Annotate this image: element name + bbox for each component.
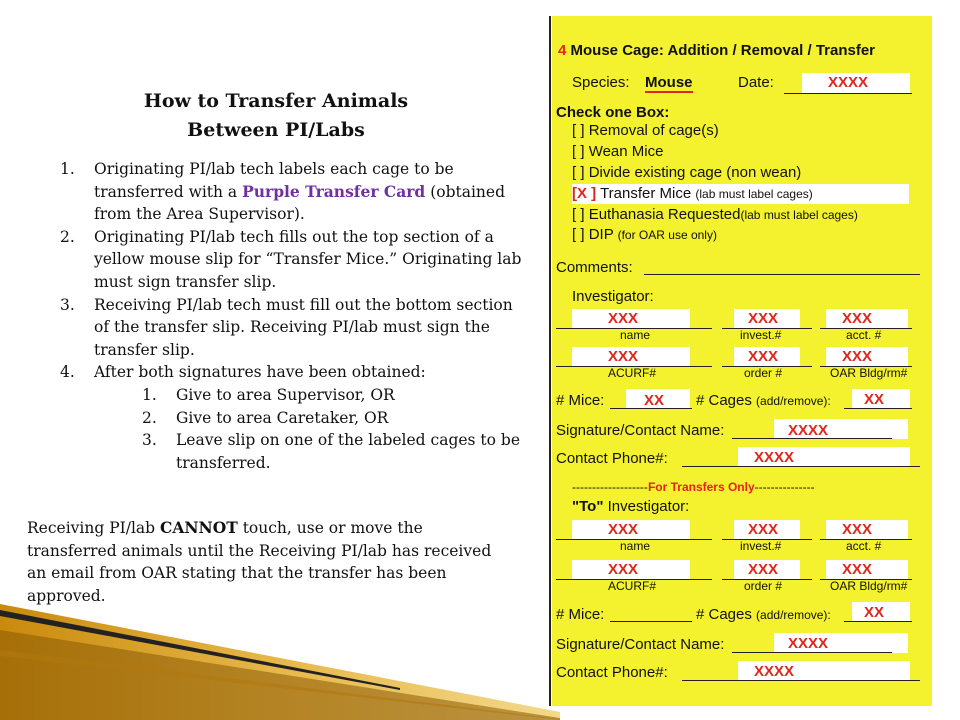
phone-label: Contact Phone#: <box>556 450 668 467</box>
step-text: Receiving PI/lab tech must fill out the bottom section of the transfer slip. Receiving PI/lab must sign the transfer slip. <box>94 295 513 359</box>
field-label: OAR Bldg/rm# <box>830 366 908 380</box>
date-label: Date: <box>738 74 774 91</box>
mice-label: # Mice: <box>556 392 605 409</box>
field-label: ACURF# <box>608 579 657 593</box>
signature-label: Signature/Contact Name: <box>556 422 725 439</box>
date-value: XXXX <box>828 74 869 91</box>
cages-label <box>696 392 831 409</box>
substep-number: 1. <box>142 385 157 404</box>
step-text-pre: Originating PI/lab tech labels each cage to be transferred with a <box>94 160 454 201</box>
signature-value: XXXX <box>788 422 829 439</box>
transfers-divider <box>572 480 815 494</box>
to-phone-value: XXXX <box>754 663 795 680</box>
substep-text: Leave slip on one of the labeled cages to be transferred. <box>176 431 520 472</box>
acurf-value: XXX <box>608 348 639 365</box>
substep-item <box>142 384 522 407</box>
option-text: Removal of cage(s) <box>588 122 719 139</box>
field-label: order # <box>744 366 783 380</box>
to-oar-bldg-value: XXX <box>842 561 873 578</box>
option-box: [ ] <box>572 206 585 223</box>
oar-bldg-value: XXX <box>842 348 873 365</box>
divider-dashes: --------------- <box>754 480 815 494</box>
option-box-checked: [X ] <box>572 185 597 202</box>
mice-value: XX <box>644 392 665 409</box>
to-mice-underline <box>610 621 692 622</box>
form-header <box>558 42 875 59</box>
to-investigator-text: Investigator: <box>607 498 690 515</box>
to-cages-label <box>696 606 831 623</box>
option-text: Divide existing cage (non wean) <box>588 164 802 181</box>
option-note: (for OAR use only) <box>617 228 717 242</box>
substep-number: 2. <box>142 408 157 427</box>
order-number-value: XXX <box>748 348 779 365</box>
field-label: OAR Bldg/rm# <box>830 579 908 593</box>
cages-label-text: # Cages <box>696 392 752 409</box>
investigator-name-value: XXX <box>608 310 639 327</box>
option-box: [ ] <box>572 164 585 181</box>
option-text: Wean Mice <box>588 143 664 160</box>
field-label: invest.# <box>740 328 782 342</box>
mouse-cage-slip <box>552 16 932 706</box>
slide-title <box>60 87 492 145</box>
investigator-number-value: XXX <box>748 310 779 327</box>
step-text: Originating PI/lab tech fills out the top section of a yellow mouse slip for “Transfer Mice.” Originating lab must sign transfer slip. <box>94 227 522 291</box>
option-removal <box>572 122 719 139</box>
substep-number: 3. <box>142 431 157 450</box>
comments-underline <box>644 274 920 275</box>
substeps-list <box>94 384 522 474</box>
step-number: 4. <box>60 363 75 382</box>
step-number: 3. <box>60 295 75 314</box>
to-bold: "To" <box>572 498 604 515</box>
option-text: DIP <box>588 226 614 243</box>
substep-item <box>142 429 522 474</box>
purple-transfer-card-text: Purple Transfer Card <box>242 181 426 201</box>
cages-note: (add/remove): <box>756 394 831 408</box>
investigator-label: Investigator: <box>572 288 654 305</box>
divider-dashes: ------------------- <box>572 480 648 494</box>
substep-text: Give to area Supervisor, OR <box>176 385 395 404</box>
comments-label: Comments: <box>556 259 633 276</box>
date-underline <box>784 93 912 94</box>
field-label: order # <box>744 579 783 593</box>
field-label: ACURF# <box>608 366 657 380</box>
cages-note: (add/remove): <box>756 608 831 622</box>
phone-value: XXXX <box>754 449 795 466</box>
form-header-text: Mouse Cage: Addition / Removal / Transfer <box>570 42 876 59</box>
transfer-steps-list <box>60 158 522 474</box>
decorative-stripes <box>0 590 560 720</box>
step-number: 2. <box>60 227 75 246</box>
option-note: (lab must label cages) <box>695 187 813 201</box>
to-account-number-value: XXX <box>842 521 873 538</box>
step-item <box>60 158 522 226</box>
to-cages-underline <box>844 621 912 622</box>
field-label: acct. # <box>846 328 882 342</box>
to-phone-label: Contact Phone#: <box>556 664 668 681</box>
cages-underline <box>844 408 912 409</box>
step-item <box>60 226 522 294</box>
cages-label-text: # Cages <box>696 606 752 623</box>
to-mice-label: # Mice: <box>556 606 605 623</box>
account-number-value: XXX <box>842 310 873 327</box>
option-box: [ ] <box>572 122 585 139</box>
option-text: Transfer Mice <box>600 185 692 202</box>
species-label: Species: <box>572 74 630 91</box>
to-signature-underline <box>732 652 892 653</box>
title-line-1: How to Transfer Animals <box>143 90 409 112</box>
field-label: name <box>620 328 651 342</box>
substep-item <box>142 407 522 430</box>
to-investigator-number-value: XXX <box>748 521 779 538</box>
field-label: acct. # <box>846 539 882 553</box>
to-order-number-value: XXX <box>748 561 779 578</box>
cages-value: XX <box>864 391 885 408</box>
option-text: Euthanasia Requested <box>588 206 741 223</box>
substep-text: Give to area Caretaker, OR <box>176 408 389 427</box>
option-transfer <box>572 185 813 202</box>
option-euthanasia <box>572 206 858 223</box>
option-divide <box>572 164 801 181</box>
to-signature-label: Signature/Contact Name: <box>556 636 725 653</box>
option-wean <box>572 143 663 160</box>
step-item <box>60 361 522 474</box>
check-box-label: Check one Box: <box>556 104 670 121</box>
note-cannot: CANNOT <box>160 518 238 537</box>
divider-text: For Transfers Only <box>647 480 755 494</box>
step-item <box>60 294 522 362</box>
species-value: Mouse <box>645 74 693 91</box>
option-note: (lab must label cages) <box>740 208 858 222</box>
option-dip <box>572 226 717 243</box>
note-text-pre: Receiving PI/lab <box>27 519 161 537</box>
to-acurf-value: XXX <box>608 561 639 578</box>
to-cages-value: XX <box>864 604 885 621</box>
step-text: After both signatures have been obtained: <box>94 363 426 382</box>
to-phone-underline <box>682 680 920 681</box>
to-signature-value: XXXX <box>788 635 829 652</box>
step-text-post: (obtained from the Area Supervisor). <box>94 182 506 224</box>
step-number: 1. <box>60 160 75 178</box>
field-label: invest.# <box>740 539 782 553</box>
note-text-post: touch, use or move the transferred animals until the Receiving PI/lab has received an email from OAR stating that the transfer has been approved. <box>27 519 492 605</box>
option-box: [ ] <box>572 143 585 160</box>
card-shadow-line <box>549 16 551 706</box>
title-line-2: Between PI/Labs <box>187 119 365 141</box>
phone-underline <box>682 466 920 467</box>
to-investigator-label <box>572 498 689 515</box>
form-number: 4 <box>558 42 567 59</box>
option-box: [ ] <box>572 226 585 243</box>
field-label: name <box>620 539 651 553</box>
to-investigator-name-value: XXX <box>608 521 639 538</box>
